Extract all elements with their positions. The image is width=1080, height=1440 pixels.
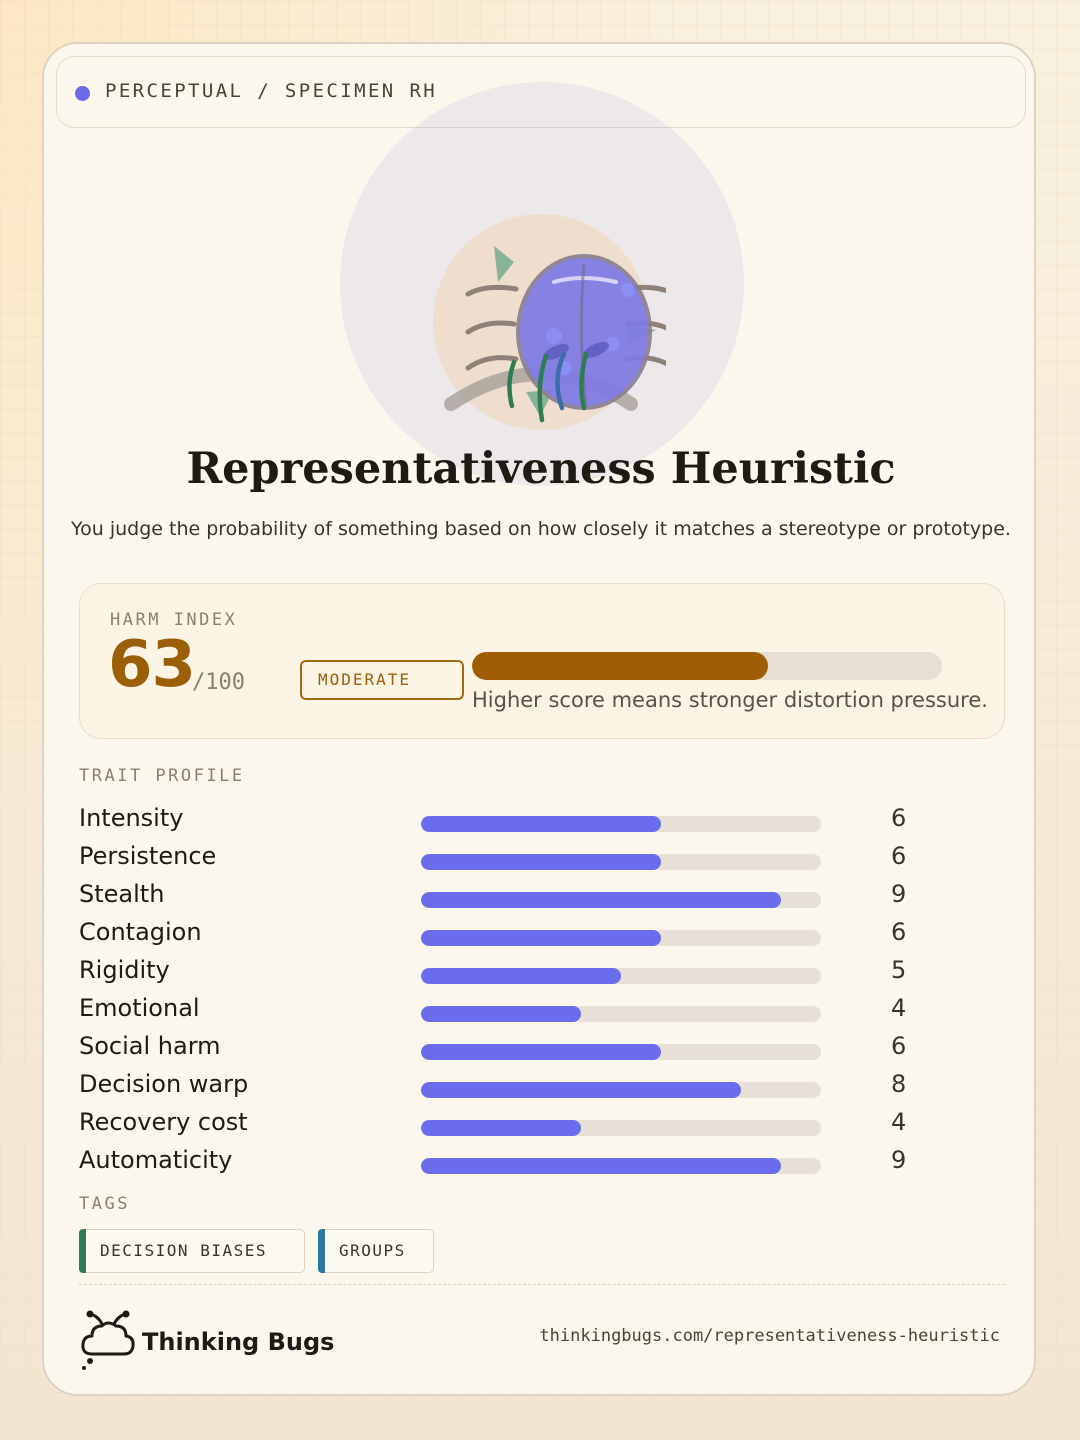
tags-label: TAGS: [79, 1194, 130, 1214]
harm-progress-fill: [472, 652, 768, 680]
trait-row-persistence: [79, 842, 959, 880]
trait-bar-fill: [421, 816, 661, 832]
trait-bar-fill: [421, 892, 781, 908]
trait-name: Intensity: [79, 804, 184, 832]
trait-bar-fill: [421, 968, 621, 984]
trait-row-automaticity: [79, 1146, 959, 1184]
trait-value: 6: [891, 804, 907, 832]
trait-row-contagion: [79, 918, 959, 956]
trait-value: 9: [891, 880, 907, 908]
bug-illustration-icon: [416, 194, 666, 434]
trait-bar: [421, 1006, 821, 1022]
trait-value: 6: [891, 1032, 907, 1060]
category-dot-icon: [75, 86, 90, 101]
harm-progress-bar: [472, 652, 942, 680]
trait-value: 4: [891, 1108, 907, 1136]
trait-value: 4: [891, 994, 907, 1022]
trait-name: Persistence: [79, 842, 217, 870]
trait-bar: [421, 892, 821, 908]
trait-value: 5: [891, 956, 907, 984]
trait-name: Stealth: [79, 880, 165, 908]
trait-name: Decision warp: [79, 1070, 249, 1098]
trait-bar-fill: [421, 1158, 781, 1174]
trait-value: 9: [891, 1146, 907, 1174]
trait-bar: [421, 1158, 821, 1174]
harm-index-panel: [79, 583, 1005, 739]
trait-name: Rigidity: [79, 956, 170, 984]
trait-bar-fill: [421, 930, 661, 946]
harm-index-label: HARM INDEX: [110, 610, 238, 630]
trait-name: Social harm: [79, 1032, 221, 1060]
trait-row-intensity: [79, 804, 959, 842]
bias-description: You judge the probability of something based on how closely it matches a stereotype or prototype.: [71, 518, 1011, 540]
thinking-bugs-logo-icon: [78, 1306, 138, 1372]
trait-bar: [421, 930, 821, 946]
trait-bar: [421, 968, 821, 984]
trait-bar-fill: [421, 854, 661, 870]
trait-bar: [421, 1120, 821, 1136]
tag-groups[interactable]: GROUPS: [318, 1229, 434, 1273]
footer-url-link[interactable]: thinkingbugs.com/representativeness-heuristic: [539, 1326, 1000, 1346]
harm-note: Higher score means stronger distortion pressure.: [472, 688, 988, 712]
trait-bar-fill: [421, 1006, 581, 1022]
footer-divider: [79, 1284, 1005, 1285]
harm-score-max: /100: [192, 670, 245, 695]
trait-value: 6: [891, 918, 907, 946]
tag-decision-biases[interactable]: DECISION BIASES: [79, 1229, 305, 1273]
trait-value: 6: [891, 842, 907, 870]
harm-level-badge: MODERATE: [300, 660, 464, 700]
trait-row-decision-warp: [79, 1070, 959, 1108]
trait-bar: [421, 1082, 821, 1098]
trait-row-social-harm: [79, 1032, 959, 1070]
trait-bar: [421, 1044, 821, 1060]
trait-name: Automaticity: [79, 1146, 233, 1174]
trait-bar-fill: [421, 1044, 661, 1060]
specimen-card: [42, 42, 1036, 1396]
trait-bar-fill: [421, 1082, 741, 1098]
trait-name: Recovery cost: [79, 1108, 248, 1136]
trait-value: 8: [891, 1070, 907, 1098]
brand-name[interactable]: Thinking Bugs: [142, 1328, 335, 1356]
trait-row-rigidity: [79, 956, 959, 994]
trait-profile-label: TRAIT PROFILE: [79, 766, 245, 786]
trait-bar-fill: [421, 1120, 581, 1136]
category-label: PERCEPTUAL / SPECIMEN RH: [105, 80, 438, 102]
trait-bar: [421, 854, 821, 870]
page-title: Representativeness Heuristic: [186, 444, 896, 494]
trait-row-emotional: [79, 994, 959, 1032]
trait-bar: [421, 816, 821, 832]
trait-name: Emotional: [79, 994, 200, 1022]
trait-row-stealth: [79, 880, 959, 918]
trait-row-recovery-cost: [79, 1108, 959, 1146]
trait-name: Contagion: [79, 918, 202, 946]
harm-score: 63: [108, 628, 196, 702]
